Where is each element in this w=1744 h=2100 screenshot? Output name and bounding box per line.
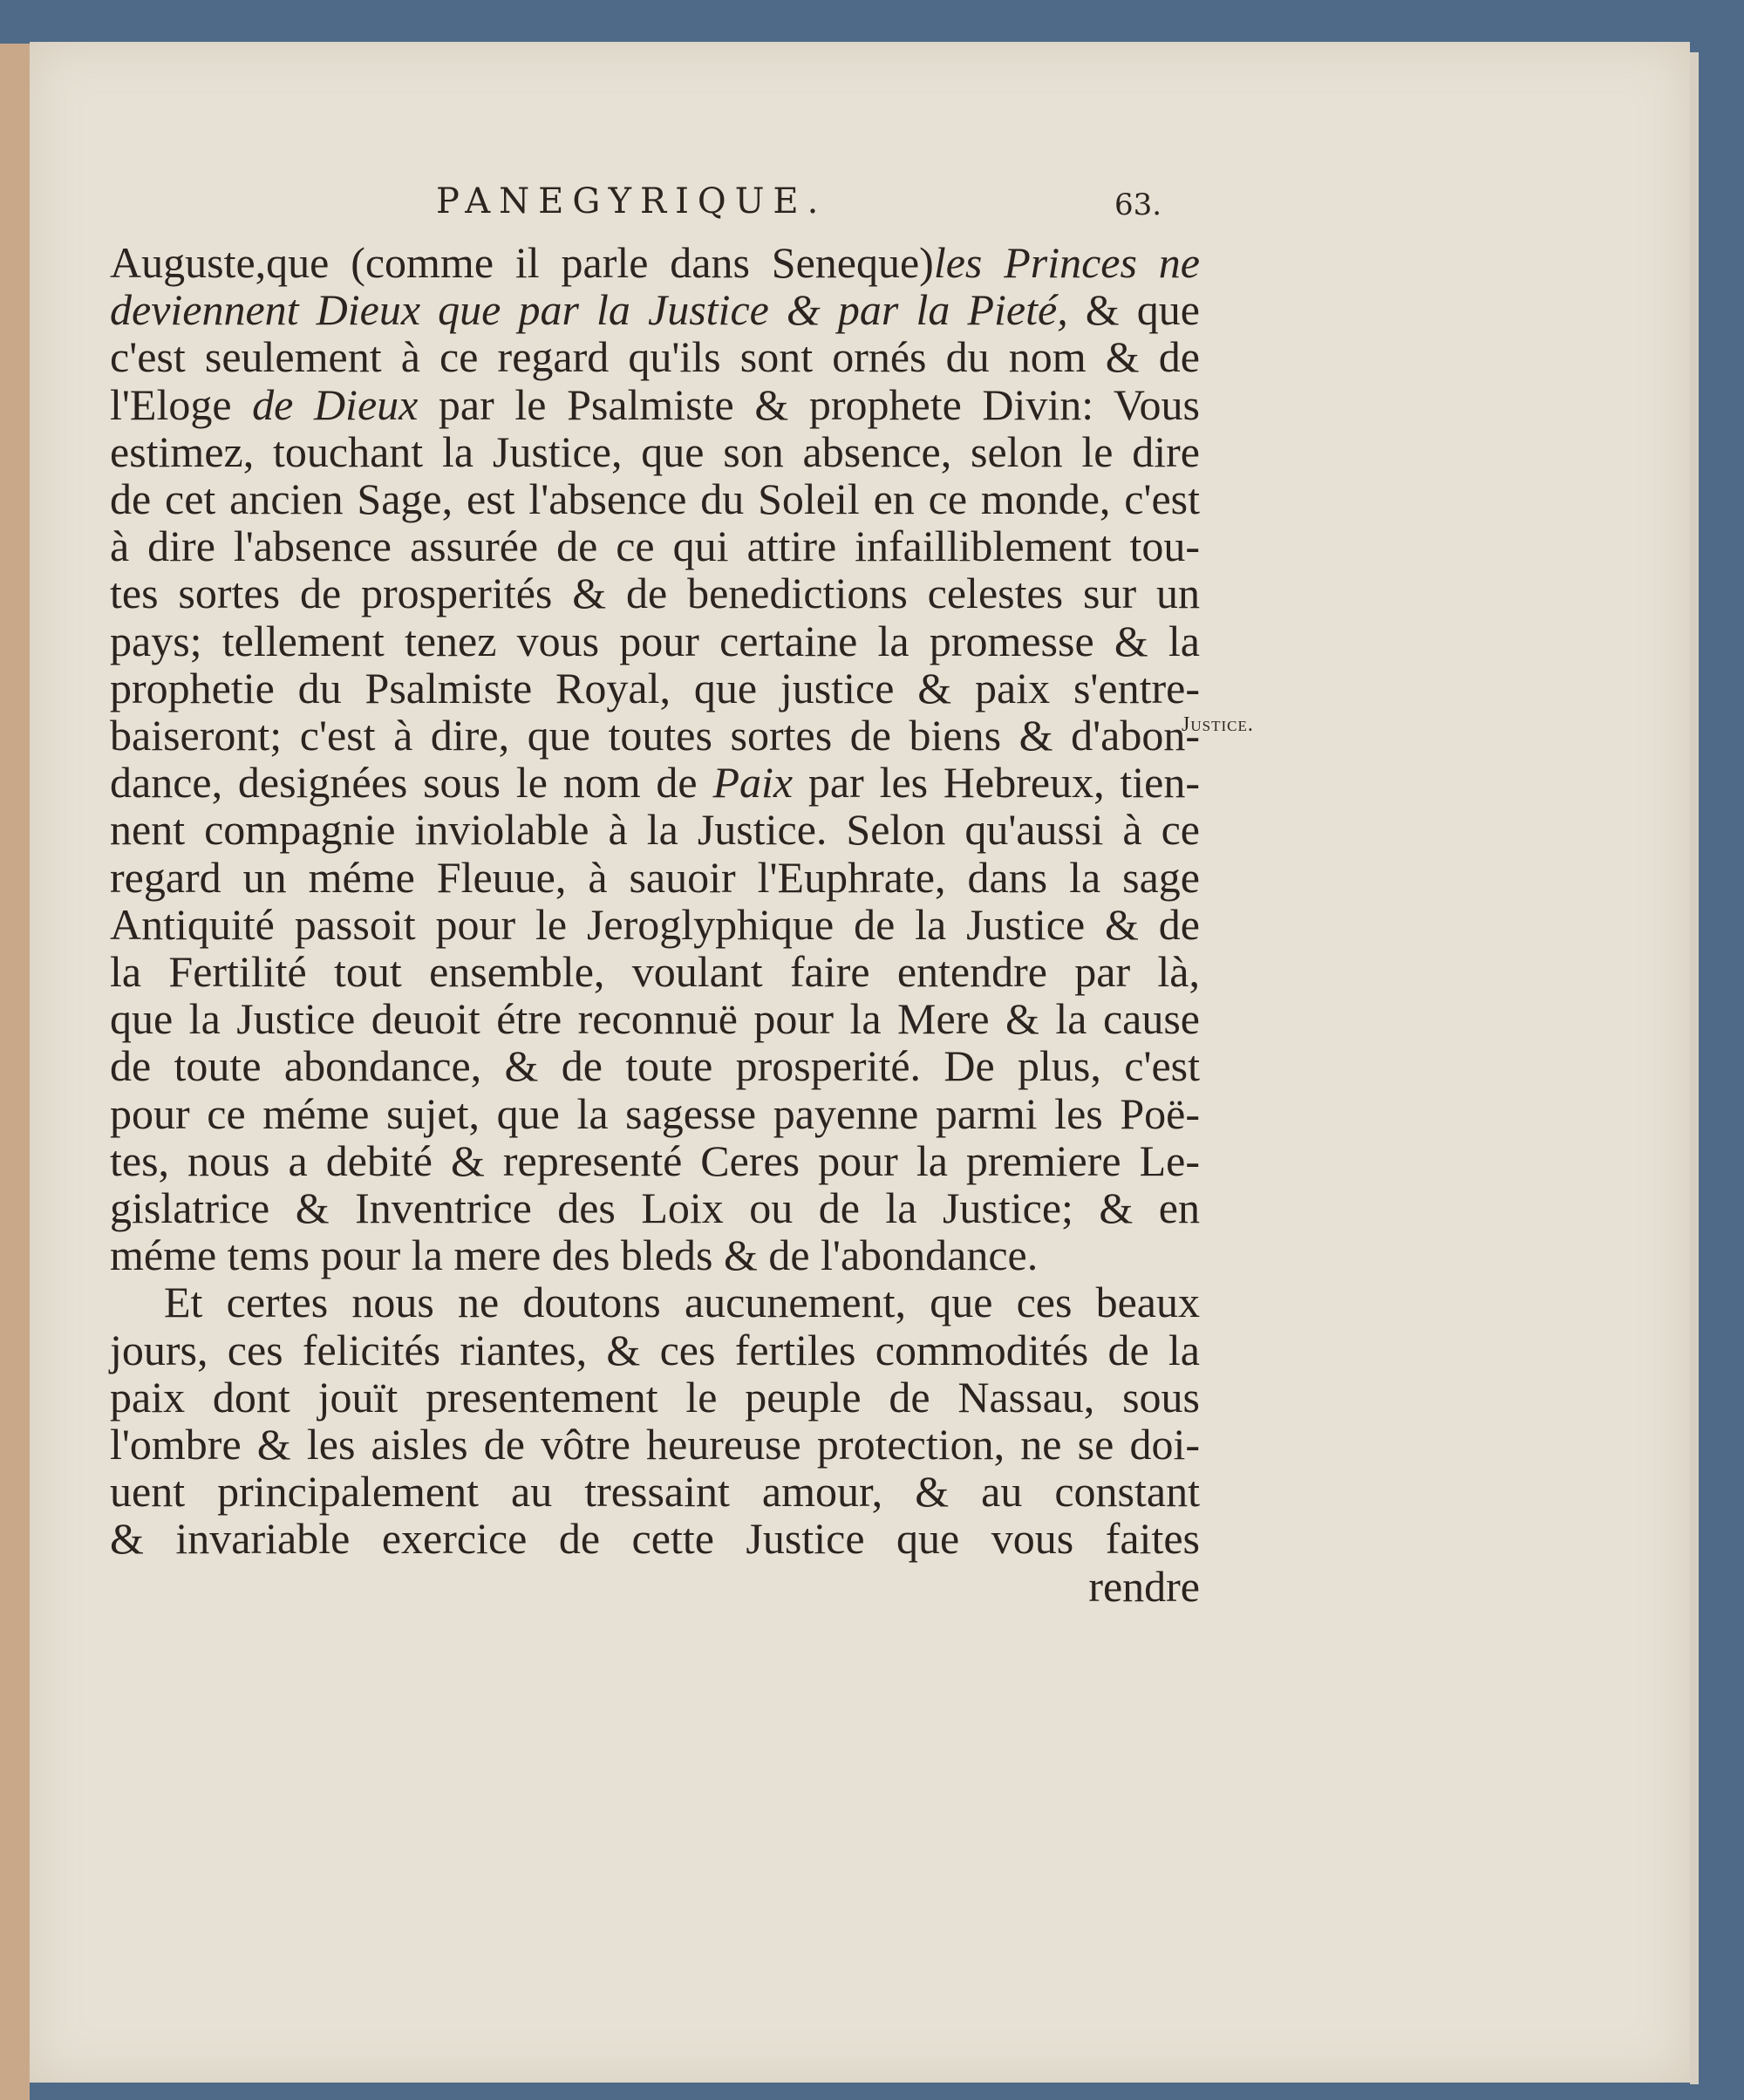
text-line: pour ce méme sujet, que la sagesse payenne parmi les Poë- <box>110 1088 1200 1138</box>
text-line: que la Justice deuoit étre reconnuë pour la Mere & la cause <box>110 994 1200 1044</box>
catchword: rendre <box>1088 1561 1200 1611</box>
text-line: de cet ancien Sage, est l'absence du Soleil en ce monde, c'est <box>110 474 1200 524</box>
text-line: de toute abondance, & de toute prosperité. De plus, c'est <box>110 1041 1200 1091</box>
margin-note: Justice. <box>1182 713 1254 736</box>
text-line: gislatrice & Inventrice des Loix ou de la Justice; & en <box>110 1183 1200 1233</box>
text-line: c'est seulement à ce regard qu'ils sont ornés du nom & de <box>110 332 1200 382</box>
text-line: regard un méme Fleuue, à sauoir l'Euphrate, dans la sage <box>110 852 1200 902</box>
text-line: à dire l'absence assurée de ce qui attire infailliblement tou- <box>110 522 1200 571</box>
facing-page-edge <box>0 44 30 2100</box>
text-line: prophetie du Psalmiste Royal, que justice & paix s'entre- <box>110 663 1200 712</box>
text-line: uent principalement au tressaint amour, & au constant <box>110 1467 1200 1517</box>
body-text <box>110 239 1200 1610</box>
text-line: Et certes nous ne doutons aucunement, que ces beaux <box>164 1278 1200 1327</box>
text-line: méme tems pour la mere des bleds & de l'abondance. <box>110 1231 1039 1280</box>
text-line: nent compagnie inviolable à la Justice. Selon qu'aussi à ce <box>110 805 1200 855</box>
text-line: Antiquité passoit pour le Jeroglyphique de la Justice & de <box>110 899 1200 949</box>
text-line: baiseront; c'est à dire, que toutes sortes de biens & d'abon- <box>110 711 1200 760</box>
page-edge-shadow <box>1690 52 1699 2084</box>
text-line: pays; tellement tenez vous pour certaine la promesse & la <box>110 616 1200 665</box>
text-line: tes sortes de prosperités & de benedictions celestes sur un <box>110 569 1200 618</box>
text-line: deviennent Dieux que par la Justice & par la Pieté, & que <box>110 285 1200 335</box>
text-line: Auguste,que (comme il parle dans Seneque)les Princes ne <box>110 238 1201 287</box>
text-line: l'ombre & les aisles de vôtre heureuse protection, ne se doi- <box>110 1420 1200 1469</box>
text-line: estimez, touchant la Justice, que son absence, selon le dire <box>110 426 1200 476</box>
text-line: dance, designées sous le nom de Paix par les Hebreux, tien- <box>110 758 1201 808</box>
text-line: paix dont jouït presentement le peuple de Nassau, sous <box>110 1372 1200 1422</box>
running-title: PANEGYRIQUE. <box>436 181 828 222</box>
text-line: & invariable exercice de cette Justice que vous faites <box>110 1514 1200 1564</box>
text-line: tes, nous a debité & representé Ceres pour la premiere Le- <box>110 1135 1200 1185</box>
text-line: jours, ces felicités riantes, & ces fertiles commodités de la <box>110 1325 1200 1374</box>
page-number: 63. <box>1114 188 1162 222</box>
text-line: l'Eloge de Dieux par le Psalmiste & prophete Divin: Vous <box>110 379 1201 429</box>
text-line: la Fertilité tout ensemble, voulant faire entendre par là, <box>110 947 1200 997</box>
